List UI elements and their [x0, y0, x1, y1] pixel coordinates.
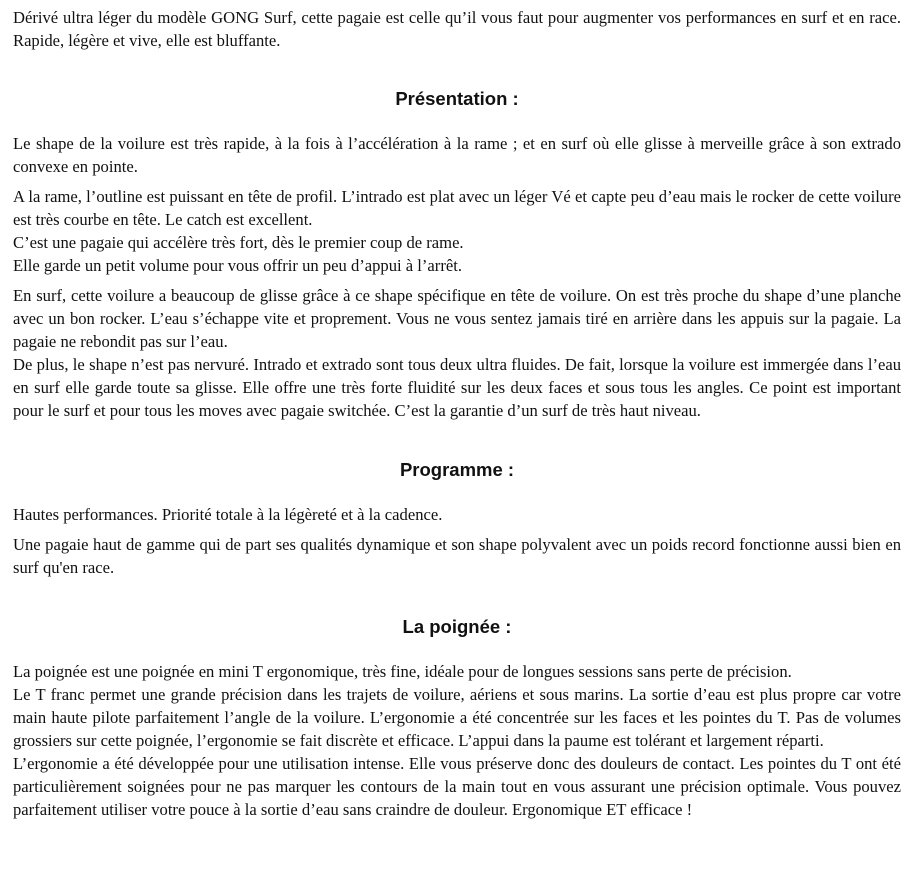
programme-paragraph-2: Une pagaie haut de gamme qui de part ses qualités dynamique et son shape polyvalent avec un poids record fonctionne aussi bien en surf qu'en race.: [13, 535, 901, 577]
poignee-paragraph-3: L’ergonomie a été développée pour une utilisation intense. Elle vous préserve donc des douleurs de contact. Les pointes du T ont été particulièrement soignées pour ne pas marquer les contours de la main tout en vous assurant une précision optimale. Vous pouvez parfaitement utiliser votre pouce à la sortie d’eau sans craindre de douleur. Ergonomique ET efficace !: [13, 754, 901, 819]
programme-paragraph-1: Hautes performances. Priorité totale à la légèreté et à la cadence.: [13, 505, 443, 524]
product-description: [13, 6, 901, 821]
presentation-paragraph-4: Elle garde un petit volume pour vous offrir un peu d’appui à l’arrêt.: [13, 256, 462, 275]
intro-paragraph: Dérivé ultra léger du modèle GONG Surf, cette pagaie est celle qu’il vous faut pour augmenter vos performances en surf et en race. Rapide, légère et vive, elle est bluffante.: [13, 8, 901, 50]
section-title-programme: Programme :: [399, 459, 515, 480]
poignee-paragraph-2: Le T franc permet une grande précision dans les trajets de voilure, aériens et sous marins. La sortie d’eau est plus propre car votre main haute pilote parfaitement l’angle de la voilure. L’ergonomie a été concentrée sur les faces et les pointes du T. Pas de volumes grossiers sur cette poignée, l’ergonomie se fait discrète et efficace. L’appui dans la paume est tolérant et largement réparti.: [13, 685, 901, 750]
presentation-paragraph-2: A la rame, l’outline est puissant en tête de profil. L’intrado est plat avec un léger Vé et capte peu d’eau mais le rocker de cette voilure est très courbe en tête. Le catch est excellent.: [13, 187, 901, 229]
presentation-paragraph-5: En surf, cette voilure a beaucoup de glisse grâce à ce shape spécifique en tête de voilure. On est très proche du shape d’une planche avec un bon rocker. L’eau s’échappe vite et proprement. Vous ne vous sentez jamais tiré en arrière dans les appuis sur la pagaie. La pagaie ne rebondit pas sur l’eau.: [13, 286, 901, 351]
presentation-paragraph-6: De plus, le shape n’est pas nervuré. Intrado et extrado sont tous deux ultra fluides. De fait, lorsque la voilure est immergée dans l’eau en surf elle garde toute sa glisse. Elle offre une très forte fluidité sur les deux faces et sous tous les angles. Ce point est important pour le surf et pour tous les moves avec pagaie switchée. C’est la garantie d’un surf de très haut niveau.: [13, 355, 901, 420]
poignee-paragraph-1: La poignée est une poignée en mini T ergonomique, très fine, idéale pour de longues sessions sans perte de précision.: [13, 662, 792, 681]
presentation-paragraph-1: Le shape de la voilure est très rapide, à la fois à l’accélération à la rame ; et en surf où elle glisse à merveille grâce à son extrado convexe en pointe.: [13, 134, 901, 176]
section-title-poignee: La poignée :: [402, 616, 512, 637]
section-title-presentation: Présentation :: [395, 88, 519, 109]
presentation-paragraph-3: C’est une pagaie qui accélère très fort, dès le premier coup de rame.: [13, 233, 464, 252]
